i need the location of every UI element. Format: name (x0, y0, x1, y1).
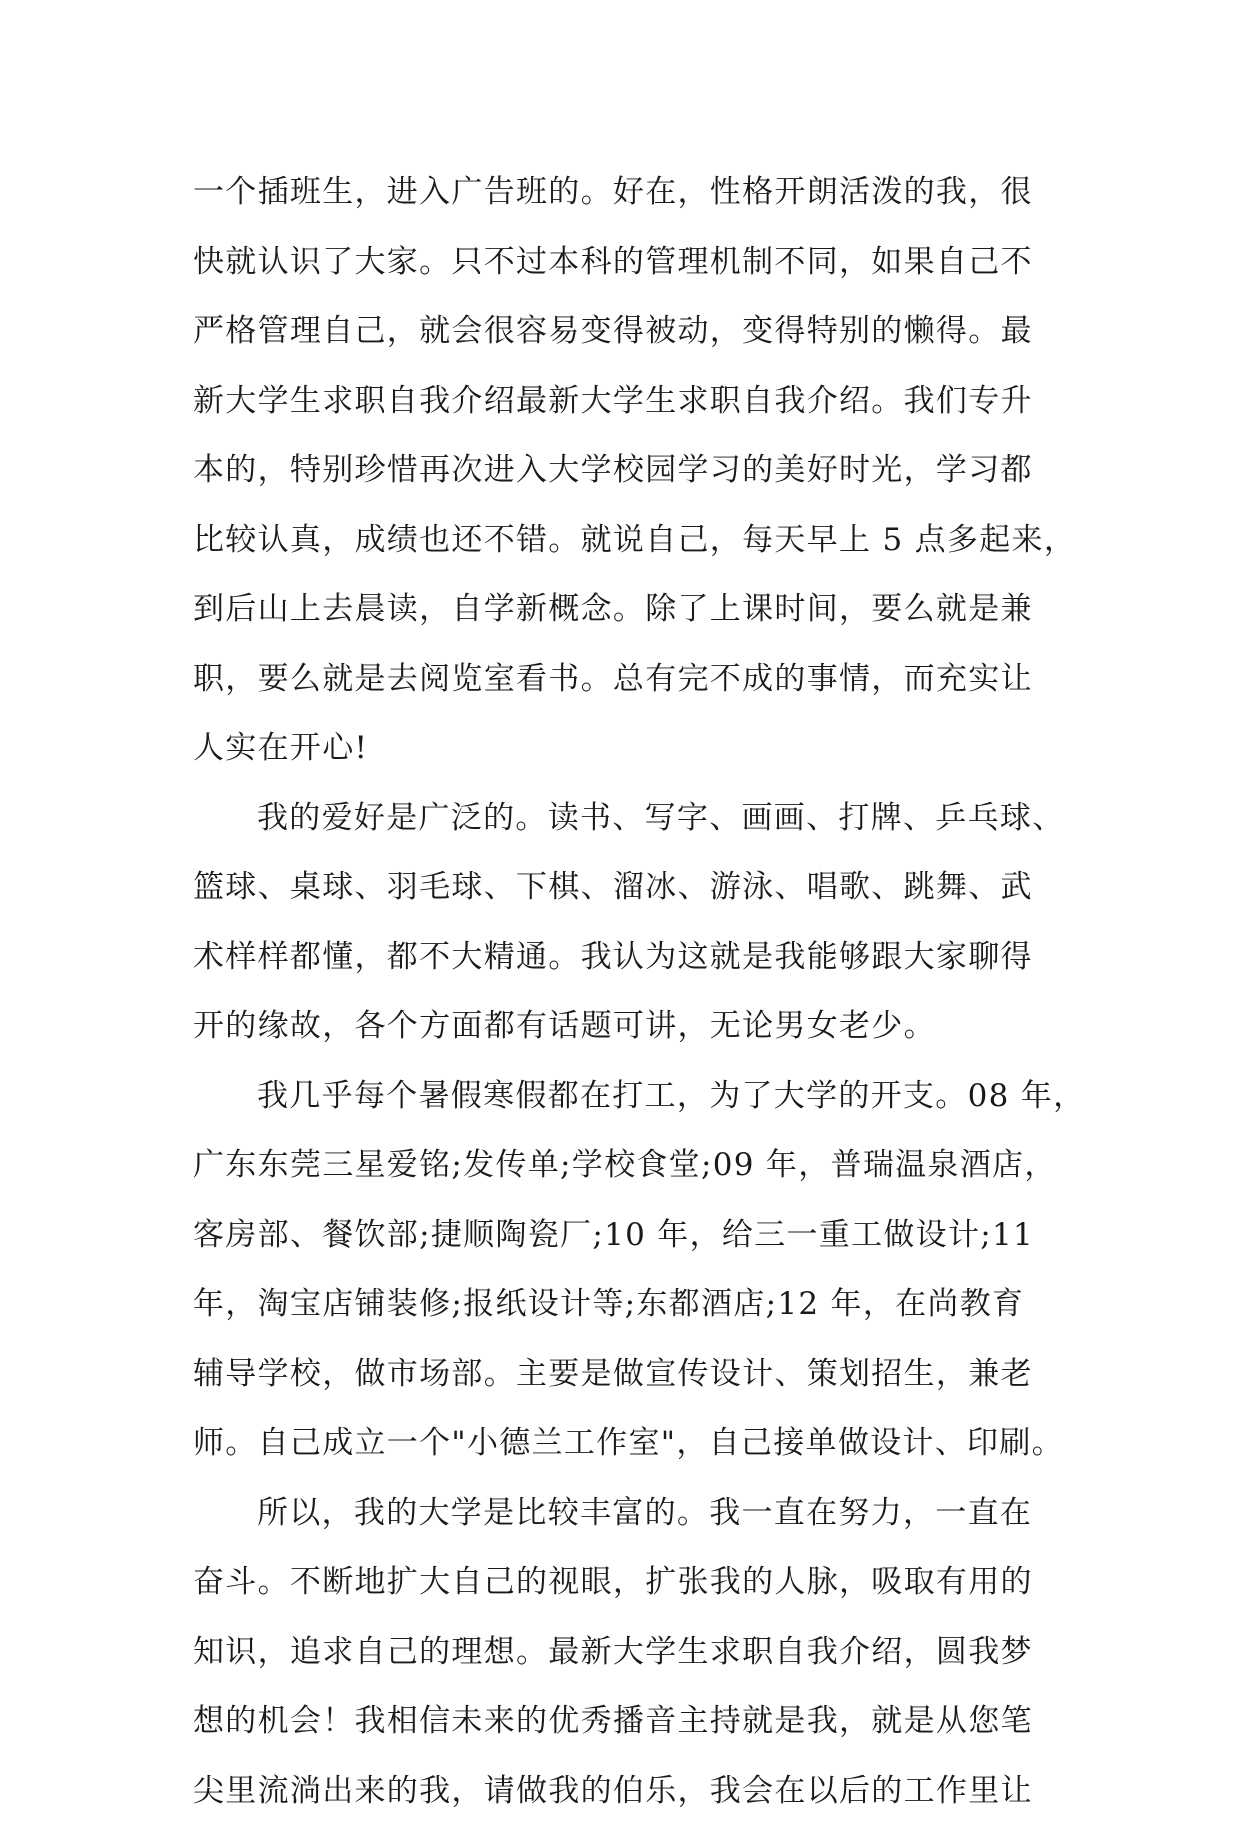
text-line: 我的爱好是广泛的。读书、写字、画画、打牌、乒乓球、 (193, 784, 1061, 854)
text-line: 辅导学校，做市场部。主要是做宣传设计、策划招生，兼老 (193, 1340, 1061, 1410)
text-line: 比较认真，成绩也还不错。就说自己，每天早上 5 点多起来， (193, 506, 1061, 576)
text-line: 快就认识了大家。只不过本科的管理机制不同，如果自己不 (193, 228, 1061, 298)
text-line: 职，要么就是去阅览室看书。总有完不成的事情，而充实让 (193, 645, 1061, 715)
text-line: 所以，我的大学是比较丰富的。我一直在努力，一直在 (193, 1479, 1061, 1549)
text-line: 知识，追求自己的理想。最新大学生求职自我介绍，圆我梦 (193, 1618, 1061, 1688)
paragraph (193, 1062, 1061, 1479)
text-line: 篮球、桌球、羽毛球、下棋、溜冰、游泳、唱歌、跳舞、武 (193, 853, 1061, 923)
text-line: 开的缘故，各个方面都有话题可讲，无论男女老少。 (193, 992, 1061, 1062)
text-line: 到后山上去晨读，自学新概念。除了上课时间，要么就是兼 (193, 575, 1061, 645)
text-line: 一个插班生，进入广告班的。好在，性格开朗活泼的我，很 (193, 158, 1061, 228)
document-body (193, 158, 1061, 1826)
text-line: 新大学生求职自我介绍最新大学生求职自我介绍。我们专升 (193, 367, 1061, 437)
text-line: 尖里流淌出来的我，请做我的伯乐，我会在以后的工作里让 (193, 1757, 1061, 1826)
text-line: 想的机会！我相信未来的优秀播音主持就是我，就是从您笔 (193, 1687, 1061, 1757)
paragraph (193, 1479, 1061, 1826)
text-line: 本的，特别珍惜再次进入大学校园学习的美好时光，学习都 (193, 436, 1061, 506)
text-line: 师。自己成立一个"小德兰工作室"，自己接单做设计、印刷。 (193, 1409, 1061, 1479)
text-line: 奋斗。不断地扩大自己的视眼，扩张我的人脉，吸取有用的 (193, 1548, 1061, 1618)
text-line: 人实在开心! (193, 714, 1061, 784)
text-line: 广东东莞三星爱铭;发传单;学校食堂;09 年，普瑞温泉酒店， (193, 1131, 1061, 1201)
text-line: 年，淘宝店铺装修;报纸设计等;东都酒店;12 年，在尚教育 (193, 1270, 1061, 1340)
text-line: 客房部、餐饮部;捷顺陶瓷厂;10 年，给三一重工做设计;11 (193, 1201, 1061, 1271)
text-line: 严格管理自己，就会很容易变得被动，变得特别的懒得。最 (193, 297, 1061, 367)
paragraph (193, 784, 1061, 1062)
text-line: 术样样都懂，都不大精通。我认为这就是我能够跟大家聊得 (193, 923, 1061, 993)
paragraph (193, 158, 1061, 784)
text-line: 我几乎每个暑假寒假都在打工，为了大学的开支。08 年， (193, 1062, 1061, 1132)
